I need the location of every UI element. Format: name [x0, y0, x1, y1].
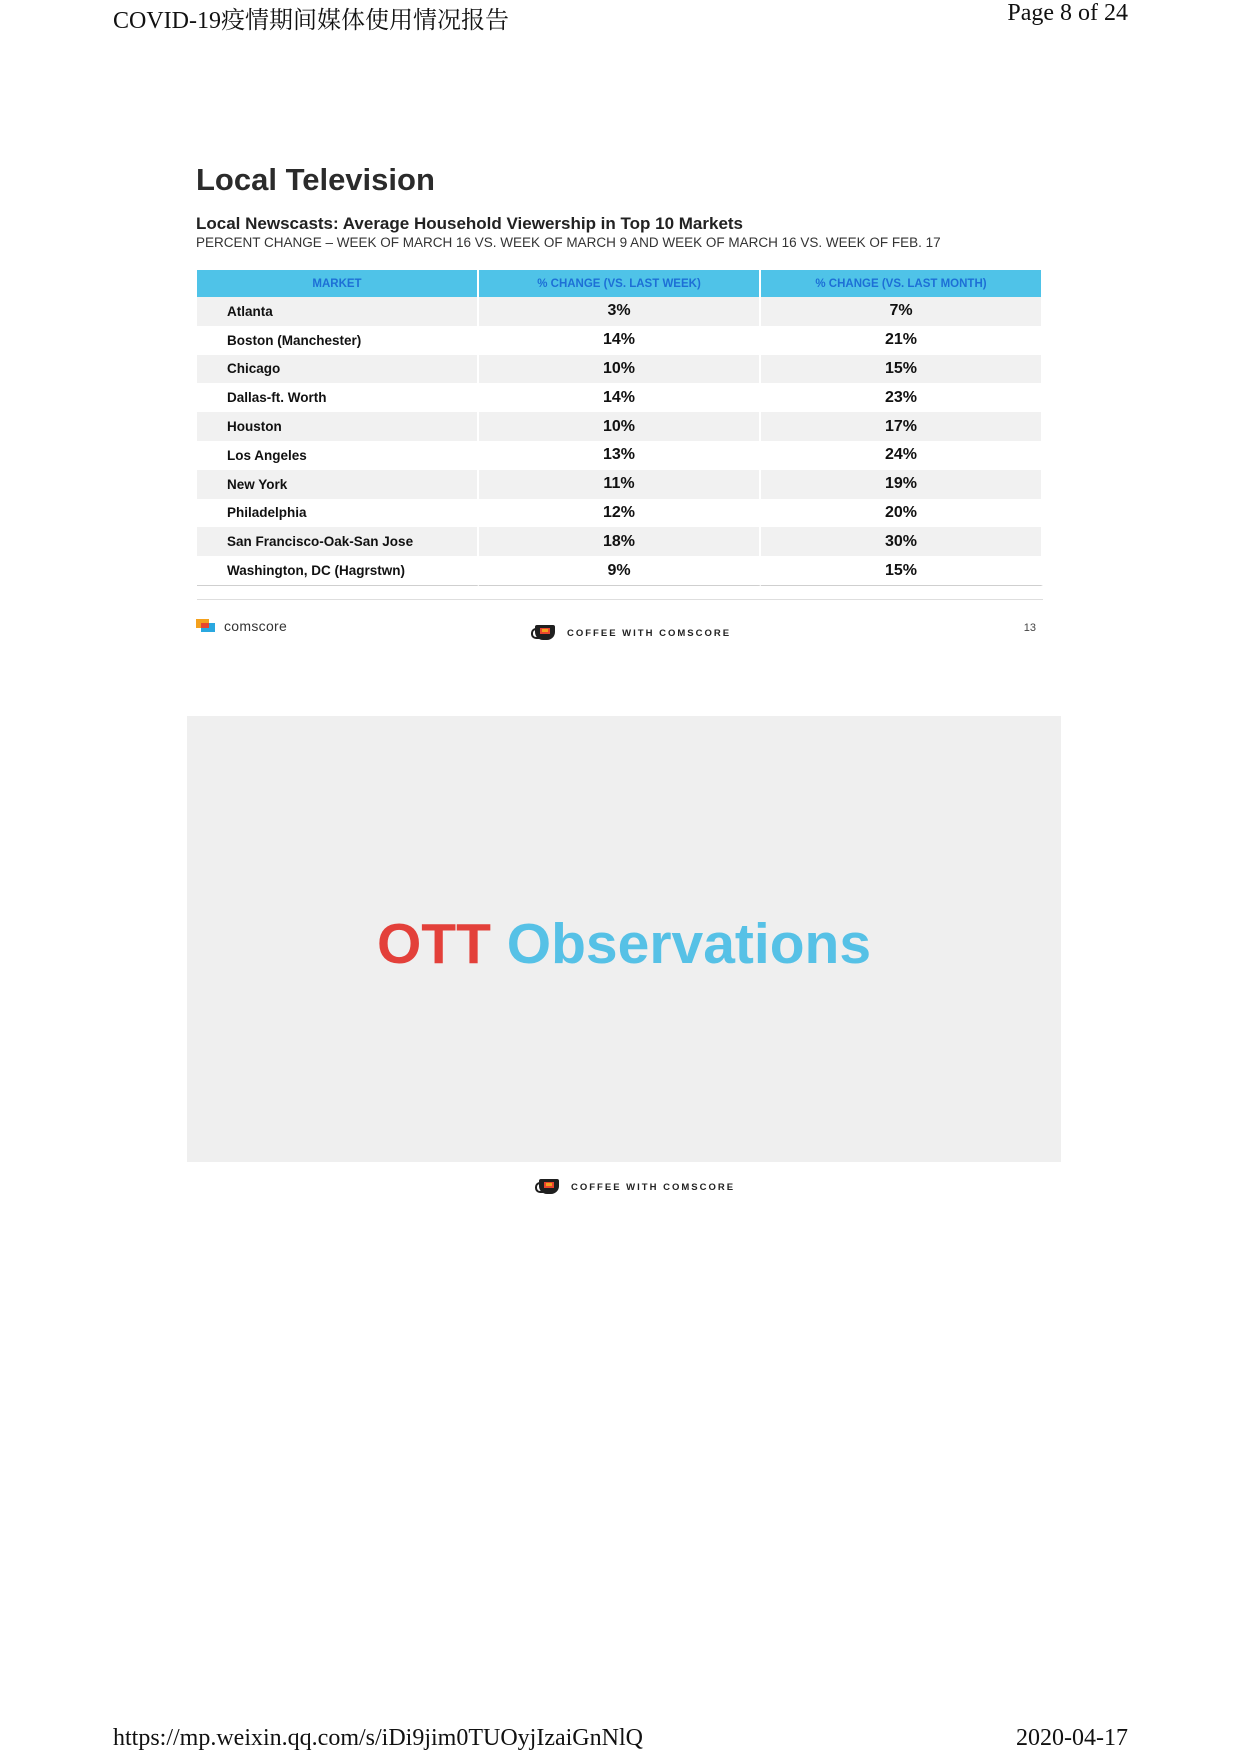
source-url: https://mp.weixin.qq.com/s/iDi9jim0TUOyjIzaiGnNlQ: [113, 1725, 643, 1751]
cell-change-last-month: 15%: [761, 556, 1043, 586]
slide-title: Local Television: [196, 162, 435, 197]
cell-change-last-week: 14%: [479, 326, 761, 355]
cell-change-last-month: 30%: [761, 527, 1043, 556]
cell-market: Philadelphia: [197, 499, 479, 528]
coffee-with-comscore-logo-2: [535, 1178, 735, 1196]
comscore-logo: [196, 618, 287, 634]
cell-change-last-week: 3%: [479, 297, 761, 326]
ott-title: [187, 911, 1061, 977]
table-row: [197, 556, 1043, 586]
cell-market: Chicago: [197, 355, 479, 384]
table-header-row: [197, 270, 1043, 297]
cell-market: Washington, DC (Hagrstwn): [197, 556, 479, 586]
column-header-market: MARKET: [197, 270, 479, 297]
coffee-cup-icon: [531, 624, 555, 642]
cell-change-last-month: 17%: [761, 412, 1043, 441]
cell-change-last-month: 23%: [761, 383, 1043, 412]
coffee-tagline: COFFEE WITH COMSCORE: [567, 627, 732, 639]
ott-title-word-1: OTT: [376, 912, 491, 976]
coffee-tagline: COFFEE WITH COMSCORE: [571, 1181, 736, 1193]
table-row: [197, 326, 1043, 355]
table-row: [197, 355, 1043, 384]
cell-market: Houston: [197, 412, 479, 441]
table-row: [197, 441, 1043, 470]
table-row: [197, 470, 1043, 499]
cell-change-last-week: 10%: [479, 355, 761, 384]
cell-change-last-month: 21%: [761, 326, 1043, 355]
cell-market: Boston (Manchester): [197, 326, 479, 355]
cell-market: Los Angeles: [197, 441, 479, 470]
cell-market: Dallas-ft. Worth: [197, 383, 479, 412]
cell-change-last-week: 12%: [479, 499, 761, 528]
column-header-last-week: % CHANGE (VS. LAST WEEK): [479, 270, 761, 297]
cell-change-last-week: 14%: [479, 383, 761, 412]
cell-market: New York: [197, 470, 479, 499]
cell-change-last-month: 7%: [761, 297, 1043, 326]
cell-change-last-week: 10%: [479, 412, 761, 441]
cell-change-last-week: 18%: [479, 527, 761, 556]
slide-local-television: [188, 150, 1050, 650]
comscore-wordmark: comscore: [224, 618, 288, 634]
slide-divider: [197, 599, 1043, 600]
cell-change-last-month: 19%: [761, 470, 1043, 499]
table-row: [197, 297, 1043, 326]
table-body: [197, 297, 1043, 586]
comscore-mark-icon: [196, 619, 216, 633]
cell-change-last-week: 11%: [479, 470, 761, 499]
cell-market: Atlanta: [197, 297, 479, 326]
cell-change-last-month: 24%: [761, 441, 1043, 470]
cell-change-last-month: 20%: [761, 499, 1043, 528]
markets-table: [197, 270, 1043, 586]
slide-number: 13: [1023, 622, 1036, 634]
coffee-with-comscore-logo: [531, 624, 731, 642]
slide-caption: PERCENT CHANGE – WEEK OF MARCH 16 VS. WEEK OF MARCH 9 AND WEEK OF MARCH 16 VS. WEEK OF FEB. 17: [196, 235, 941, 250]
page-indicator: Page 8 of 24: [1007, 0, 1128, 26]
table-row: [197, 383, 1043, 412]
table-row: [197, 527, 1043, 556]
print-date: 2020-04-17: [1016, 1725, 1128, 1751]
cell-change-last-week: 13%: [479, 441, 761, 470]
slide-subtitle: Local Newscasts: Average Household Viewership in Top 10 Markets: [196, 214, 744, 233]
coffee-cup-icon: [535, 1178, 559, 1196]
column-header-last-month: % CHANGE (VS. LAST MONTH): [761, 270, 1043, 297]
cell-change-last-week: 9%: [479, 556, 761, 586]
table-row: [197, 499, 1043, 528]
cell-change-last-month: 15%: [761, 355, 1043, 384]
slide-ott-observations: [187, 716, 1061, 1162]
cell-market: San Francisco-Oak-San Jose: [197, 527, 479, 556]
document-title: COVID-19疫情期间媒体使用情况报告: [113, 8, 509, 34]
table-row: [197, 412, 1043, 441]
ott-title-word-2: Observations: [506, 912, 872, 976]
